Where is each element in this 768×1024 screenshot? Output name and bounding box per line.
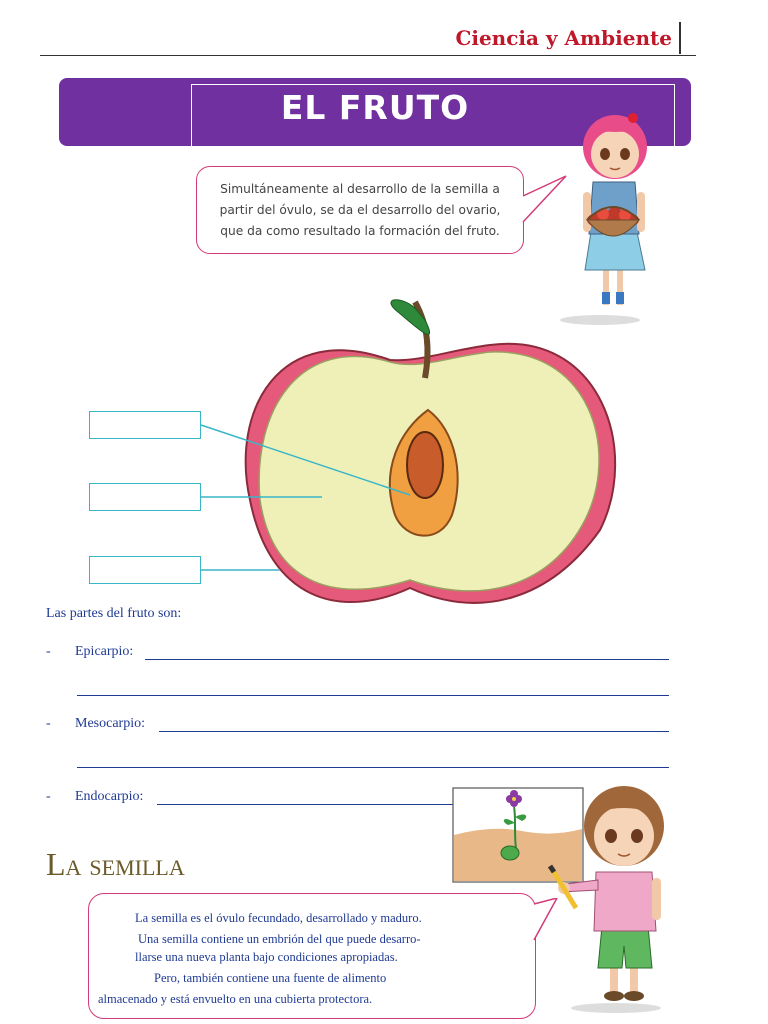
intro-line: que da como resultado la formación del fruto. <box>220 224 500 238</box>
parts-intro: Las partes del fruto son: <box>46 606 182 621</box>
list-dash: - <box>46 789 51 804</box>
intro-bubble-text <box>205 179 515 242</box>
subject-header: Ciencia y Ambiente <box>455 26 672 50</box>
semilla-line: La semilla es el óvulo fecundado, desarrollado y maduro. <box>135 911 422 925</box>
list-dash: - <box>46 716 51 731</box>
header-vertical-rule <box>679 22 681 54</box>
endocarpio-answer-line[interactable] <box>157 804 453 805</box>
header-rule <box>40 55 696 56</box>
endocarpio-label: Endocarpio: <box>75 789 144 804</box>
label-box-mesocarpio[interactable] <box>89 483 201 511</box>
epicarpio-answer-line-2[interactable] <box>77 695 669 696</box>
semilla-line: Pero, también contiene una fuente de alimento <box>154 971 387 985</box>
girl-with-pencil-illustration <box>536 776 686 1016</box>
intro-line: Simultáneamente al desarrollo de la semilla a <box>220 182 500 196</box>
mesocarpio-label: Mesocarpio: <box>75 716 145 731</box>
mesocarpio-answer-line-2[interactable] <box>77 767 669 768</box>
list-dash: - <box>46 644 51 659</box>
semilla-line: Una semilla contiene un embrión del que puede desarro- <box>138 932 421 946</box>
label-box-endocarpio[interactable] <box>89 556 201 584</box>
semilla-line: llarse una nueva planta bajo condiciones apropiadas. <box>135 950 398 964</box>
epicarpio-answer-line[interactable] <box>145 659 669 660</box>
label-box-epicarpio[interactable] <box>89 411 201 439</box>
epicarpio-label: Epicarpio: <box>75 644 134 659</box>
page-title: EL FRUTO <box>280 88 470 127</box>
semilla-bubble-tail <box>531 898 561 948</box>
intro-line: partir del óvulo, se da el desarrollo del ovario, <box>219 203 501 217</box>
semilla-heading: La semilla <box>46 846 185 882</box>
semilla-line: almacenado y está envuelto en una cubierta protectora. <box>98 992 373 1006</box>
mesocarpio-answer-line[interactable] <box>159 731 669 732</box>
